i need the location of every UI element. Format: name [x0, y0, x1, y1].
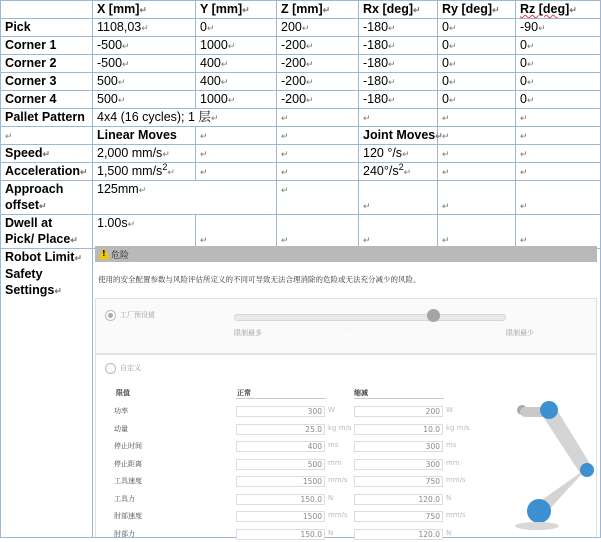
unit-label: W — [328, 406, 335, 414]
pallet-label: Pallet Pattern — [1, 109, 93, 127]
point-rz-value: 0↵ — [516, 37, 601, 55]
point-name: Corner 2 — [1, 55, 93, 73]
point-ry-value: 0↵ — [438, 19, 516, 37]
empty-cell: ↵ — [277, 145, 359, 163]
empty-cell: ↵ — [277, 109, 359, 127]
approach-row — [1, 181, 601, 215]
approach-value: 125mm↵ — [93, 181, 277, 215]
unit-label: N — [328, 493, 334, 502]
normal-value-field[interactable]: 1500 — [236, 476, 325, 487]
empty-cell: ↵ — [359, 109, 438, 127]
point-x-value: 1108,03↵ — [93, 19, 196, 37]
factory-preset-label: 工厂预设值 — [120, 311, 155, 319]
normal-value-field[interactable]: 150.0 — [236, 529, 325, 540]
empty-cell: ↵ — [516, 181, 601, 215]
point-ry-value: 0↵ — [438, 73, 516, 91]
limit-name: 工具速度 — [114, 477, 142, 485]
empty-cell: ↵ — [516, 163, 601, 181]
unit-label: mm — [446, 458, 460, 467]
col-rz-header: Rz [deg]↵ — [516, 1, 601, 19]
robot-elbow-joint — [580, 463, 594, 477]
empty-cell: ↵ — [277, 215, 359, 249]
robot-base-joint — [527, 499, 551, 523]
warning-text: 使用的安全配置参数与风险评估所定义的不同可导致无法合理消除的危险或无法充分减少的风险。 — [98, 275, 421, 284]
point-y-value: 400↵ — [196, 55, 277, 73]
point-x-value: -500↵ — [93, 55, 196, 73]
slider-right-label: 限制最少 — [506, 329, 534, 337]
limit-name: 停止时间 — [114, 442, 142, 450]
point-ry-value: 0↵ — [438, 55, 516, 73]
reduced-value-field[interactable]: 120.0 — [354, 529, 443, 540]
col-ry-header: Ry [deg]↵ — [438, 1, 516, 19]
point-x-value: -500↵ — [93, 37, 196, 55]
safety-settings-panel — [95, 246, 597, 539]
reduced-value-field[interactable]: 120.0 — [354, 494, 443, 505]
empty-cell: ↵ — [516, 145, 601, 163]
reduced-column-header: 缩减 — [354, 389, 368, 397]
acceleration-joint-value: $240^\circ/s^2↵$ — [359, 163, 438, 181]
reduced-value-field[interactable]: 750 — [354, 511, 443, 522]
speed-label: Speed↵ — [1, 145, 93, 163]
point-rz-value: 0↵ — [516, 91, 601, 109]
reduced-value-field[interactable]: 750 — [354, 476, 443, 487]
unit-label: mm/s — [328, 476, 348, 484]
point-name: Corner 1 — [1, 37, 93, 55]
empty-cell: ↵ — [277, 163, 359, 181]
warning-bar — [95, 246, 597, 262]
factory-preset-radio[interactable] — [105, 310, 116, 321]
safety-slider-knob[interactable] — [427, 309, 440, 322]
acceleration-row — [1, 163, 601, 181]
empty-cell: ↵ — [196, 145, 277, 163]
empty-cell: ↵ — [1, 127, 93, 145]
divider — [236, 398, 326, 399]
empty-cell: ↵ — [438, 215, 516, 249]
point-rx-value: -180↵ — [359, 37, 438, 55]
speed-joint-value: 120 °/s↵ — [359, 145, 438, 163]
empty-cell: ↵ — [516, 109, 601, 127]
unit-label: mm/s — [446, 476, 466, 484]
header-row — [1, 1, 601, 19]
unit-label: N — [446, 493, 452, 502]
normal-value-field[interactable]: 1500 — [236, 511, 325, 522]
limit-name: 动量 — [114, 424, 128, 433]
col-z-header: Z [mm]↵ — [277, 1, 359, 19]
limit-name: 停止距离 — [114, 459, 142, 468]
limit-name: 工具力 — [114, 494, 135, 503]
empty-cell: ↵ — [438, 145, 516, 163]
unit-label: mm — [328, 458, 342, 467]
empty-cell: ↵ — [196, 163, 277, 181]
empty-cell: ↵ — [516, 215, 601, 249]
moves-header-row — [1, 127, 601, 145]
joint-moves-header: Joint Moves↵ — [359, 127, 438, 145]
point-y-value: 400↵ — [196, 73, 277, 91]
pallet-row — [1, 109, 601, 127]
point-z-value: -200↵ — [277, 73, 359, 91]
empty-cell: ↵ — [438, 127, 516, 145]
point-name: Corner 4 — [1, 91, 93, 109]
point-name: Corner 3 — [1, 73, 93, 91]
empty-cell: ↵ — [277, 181, 359, 215]
empty-cell: ↵ — [359, 181, 438, 215]
reduced-value-field[interactable]: 300 — [354, 459, 443, 470]
reduced-value-field[interactable]: 300 — [354, 441, 443, 452]
empty-cell: ↵ — [438, 163, 516, 181]
limit-column-header: 限值 — [116, 389, 130, 397]
point-row — [1, 19, 601, 37]
unit-label: N — [328, 528, 334, 537]
unit-label: mm/s — [446, 511, 466, 519]
unit-label: N — [446, 528, 452, 537]
unit-label: kg m/s — [328, 423, 352, 432]
point-row — [1, 37, 601, 55]
point-ry-value: 0↵ — [438, 91, 516, 109]
normal-value-field[interactable]: 500 — [236, 459, 325, 470]
unit-label: W — [446, 406, 453, 414]
empty-cell: ↵ — [438, 109, 516, 127]
warning-icon: ! — [98, 248, 110, 259]
custom-radio[interactable] — [105, 363, 116, 374]
empty-cell: ↵ — [516, 127, 601, 145]
custom-label: 自定义 — [120, 364, 141, 372]
point-rx-value: -180↵ — [359, 19, 438, 37]
approach-label: Approach offset↵ — [1, 181, 93, 215]
speed-linear-value: 2,000 mm/s↵ — [93, 145, 196, 163]
col-rx-header: Rx [deg]↵ — [359, 1, 438, 19]
dwell-label: Dwell at Pick/ Place↵ — [1, 215, 93, 249]
robot-limit-label: Robot Limit↵ Safety Settings↵ — [1, 249, 93, 538]
point-name: Pick — [1, 19, 93, 37]
point-z-value: -200↵ — [277, 37, 359, 55]
unit-label: ms — [446, 441, 457, 449]
point-rz-value: 0↵ — [516, 73, 601, 91]
robot-shoulder-joint — [540, 401, 558, 419]
limit-name: 肘部力 — [114, 529, 135, 538]
safety-slider-track[interactable] — [234, 314, 506, 321]
unit-label: ms — [328, 441, 339, 449]
custom-settings-box — [95, 354, 597, 537]
point-row — [1, 73, 601, 91]
empty-cell: ↵ — [196, 127, 277, 145]
point-ry-value: 0↵ — [438, 37, 516, 55]
point-row — [1, 91, 601, 109]
normal-column-header: 正常 — [237, 389, 251, 397]
slider-tick: · — [348, 326, 350, 333]
unit-label: mm/s — [328, 511, 348, 519]
point-z-value: -200↵ — [277, 55, 359, 73]
empty-cell: ↵ — [277, 127, 359, 145]
point-x-value: 500↵ — [93, 73, 196, 91]
divider — [354, 398, 444, 399]
dwell-value: 1.00s↵ — [93, 215, 196, 249]
speed-row — [1, 145, 601, 163]
normal-value-field[interactable]: 300 — [236, 406, 325, 417]
acceleration-linear-value: 1,500 $mm/s^2↵$ — [93, 163, 196, 181]
normal-value-field[interactable]: 150.0 — [236, 494, 325, 505]
warning-title: 危险 — [111, 251, 130, 261]
acceleration-label: Acceleration↵ — [1, 163, 93, 181]
col-y-header: Y [mm]↵ — [196, 1, 277, 19]
point-y-value: 1000↵ — [196, 37, 277, 55]
normal-value-field[interactable]: 25.0 — [236, 424, 325, 435]
reduced-value-field[interactable]: 200 — [354, 406, 443, 417]
limit-name: 功率 — [114, 407, 128, 415]
point-rz-value: 0↵ — [516, 55, 601, 73]
point-rx-value: -180↵ — [359, 73, 438, 91]
point-rows — [1, 19, 601, 109]
empty-cell: ↵ — [196, 215, 277, 249]
dwell-row — [1, 215, 601, 249]
point-y-value: 0↵ — [196, 19, 277, 37]
slider-left-label: 限制最多 — [234, 329, 262, 337]
limit-name: 肘部速度 — [114, 512, 142, 520]
pallet-value: 4x4 (16 cycles); 1 层↵ — [93, 109, 277, 127]
empty-cell: ↵ — [359, 215, 438, 249]
point-rx-value: -180↵ — [359, 55, 438, 73]
point-z-value: -200↵ — [277, 91, 359, 109]
header-label-cell — [1, 1, 93, 19]
point-rz-value: -90↵ — [516, 19, 601, 37]
point-z-value: 200↵ — [277, 19, 359, 37]
unit-label: kg m/s — [446, 423, 470, 432]
normal-value-field[interactable]: 400 — [236, 441, 325, 452]
linear-moves-header: Linear Moves — [93, 127, 196, 145]
point-rx-value: -180↵ — [359, 91, 438, 109]
robot-arm-image — [496, 385, 596, 535]
robot-base — [515, 522, 559, 530]
point-x-value: 500↵ — [93, 91, 196, 109]
point-row — [1, 55, 601, 73]
point-y-value: 1000↵ — [196, 91, 277, 109]
col-x-header: X [mm]↵ — [93, 1, 196, 19]
empty-cell: ↵ — [438, 181, 516, 215]
factory-preset-box — [95, 298, 597, 354]
reduced-value-field[interactable]: 10.0 — [354, 424, 443, 435]
